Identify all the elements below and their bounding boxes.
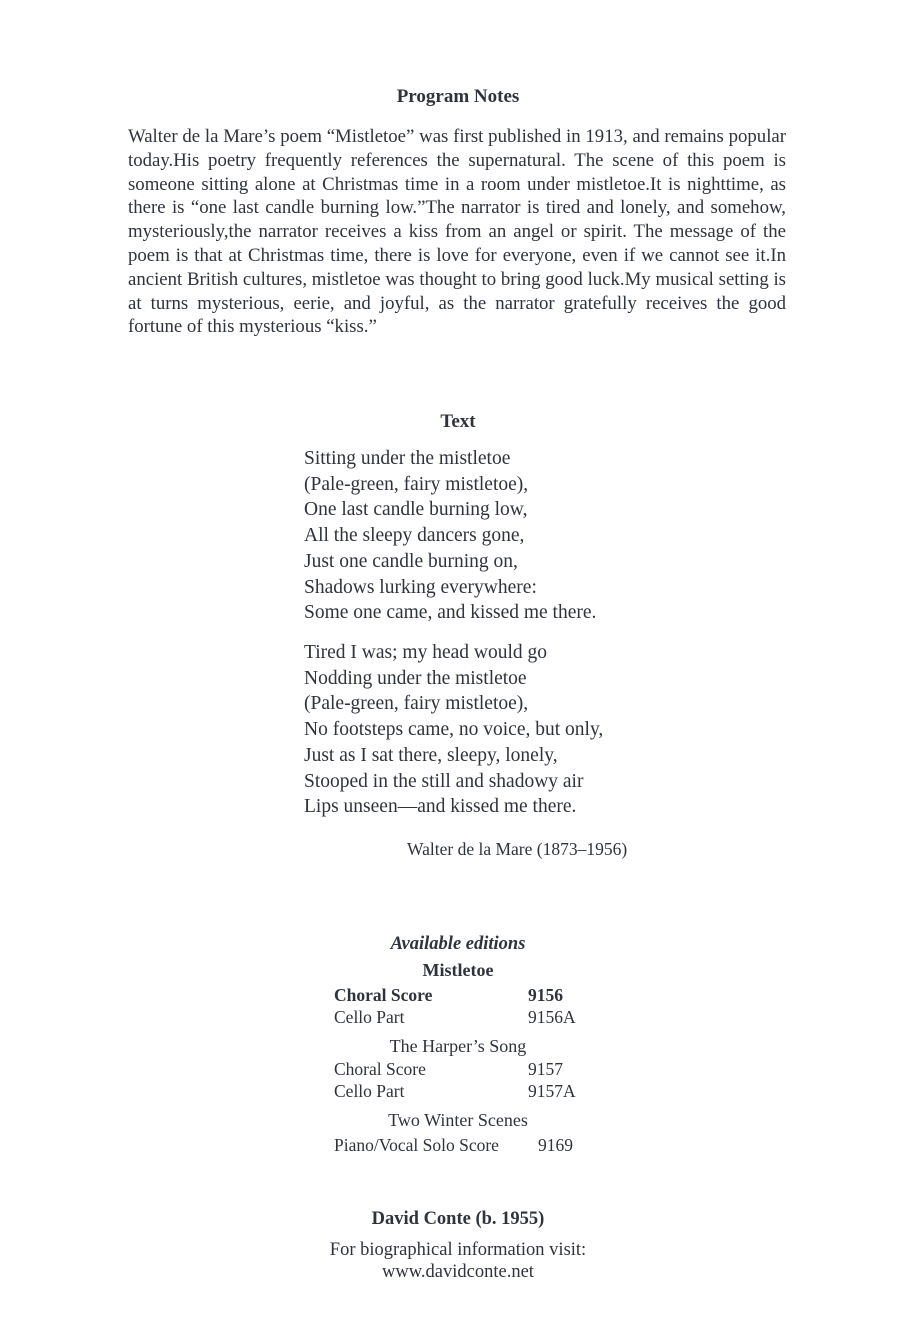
poem-line: One last candle burning low,: [304, 499, 528, 521]
edition-row: [334, 1080, 634, 1102]
edition-label: Cello Part: [334, 1081, 405, 1101]
poem-line: (Pale-green, fairy mistletoe),: [304, 473, 529, 495]
poem-attribution: Walter de la Mare (1873–1956): [407, 839, 628, 859]
poem-line: Just as I sat there, sleepy, lonely,: [304, 744, 558, 766]
edition-number: 9157A: [528, 1081, 576, 1101]
edition-number: 9157: [528, 1059, 563, 1079]
poem-line: (Pale-green, fairy mistletoe),: [304, 693, 529, 715]
edition-label: Choral Score: [334, 1059, 426, 1079]
poem-line: Tired I was; my head would go: [304, 642, 548, 663]
poem-line: Sitting under the mistletoe: [304, 448, 511, 469]
edition-label: Choral Score: [334, 985, 433, 1005]
composer-name: David Conte (b. 1955): [371, 1209, 545, 1229]
edition-number: 9169: [538, 1135, 573, 1155]
poem-line: Stooped in the still and shadowy air: [304, 770, 584, 792]
poem-stanza-2: [304, 640, 603, 820]
edition-row: [334, 1058, 634, 1080]
composer-website: www.davidconte.net: [382, 1262, 534, 1282]
poem-line: Nodding under the mistletoe: [304, 667, 527, 689]
edition-row: [334, 1134, 634, 1156]
available-editions-heading: Available editions: [390, 934, 526, 954]
poem-line: Lips unseen—and kissed me there.: [304, 796, 577, 818]
poem-stanza-1: [304, 446, 596, 626]
edition-label: Piano/Vocal Solo Score: [334, 1135, 499, 1155]
poem-line: No footsteps came, no voice, but only,: [304, 719, 604, 741]
edition-label: Cello Part: [334, 1007, 405, 1027]
edition-row: [334, 1006, 634, 1028]
poem-line: Shadows lurking everywhere:: [304, 576, 537, 598]
composer-bio-note: For biographical information visit:: [329, 1240, 587, 1260]
poem-line: Just one candle burning on,: [304, 550, 518, 572]
edition-group-title-mistletoe: Mistletoe: [422, 960, 494, 980]
edition-row: [334, 984, 634, 1006]
edition-number: 9156A: [528, 1007, 576, 1027]
edition-number: 9156: [528, 985, 563, 1005]
text-heading: Text: [440, 411, 476, 432]
program-notes-heading: Program Notes: [396, 86, 520, 107]
program-notes-paragraph: Walter de la Mare’s poem “Mistletoe” was first published in 1913, and remains popular today.His poetry frequently references the supernatural. The scene of this poem is someone sitting alone at Christmas time in a room under mistletoe.It is nighttime, as there is “one last candle burning low.”The narrator is tired and lonely, and somehow, mysteriously,the narrator receives a kiss from an angel or spirit. The message of the poem is that at Christmas time, there is love for everyone, even if we cannot see it.In ancient British cultures, mistletoe was thought to bring good luck.My musical setting is at turns mysterious, eerie, and joyful, as the narrator gratefully receives the good fortune of this mysterious “kiss.”: [128, 126, 786, 338]
poem-line: All the sleepy dancers gone,: [304, 525, 525, 547]
edition-group-title-harpers-song: The Harper’s Song: [389, 1036, 527, 1056]
poem-line: Some one came, and kissed me there.: [304, 602, 597, 624]
edition-group-title-two-winter-scenes: Two Winter Scenes: [388, 1110, 528, 1130]
